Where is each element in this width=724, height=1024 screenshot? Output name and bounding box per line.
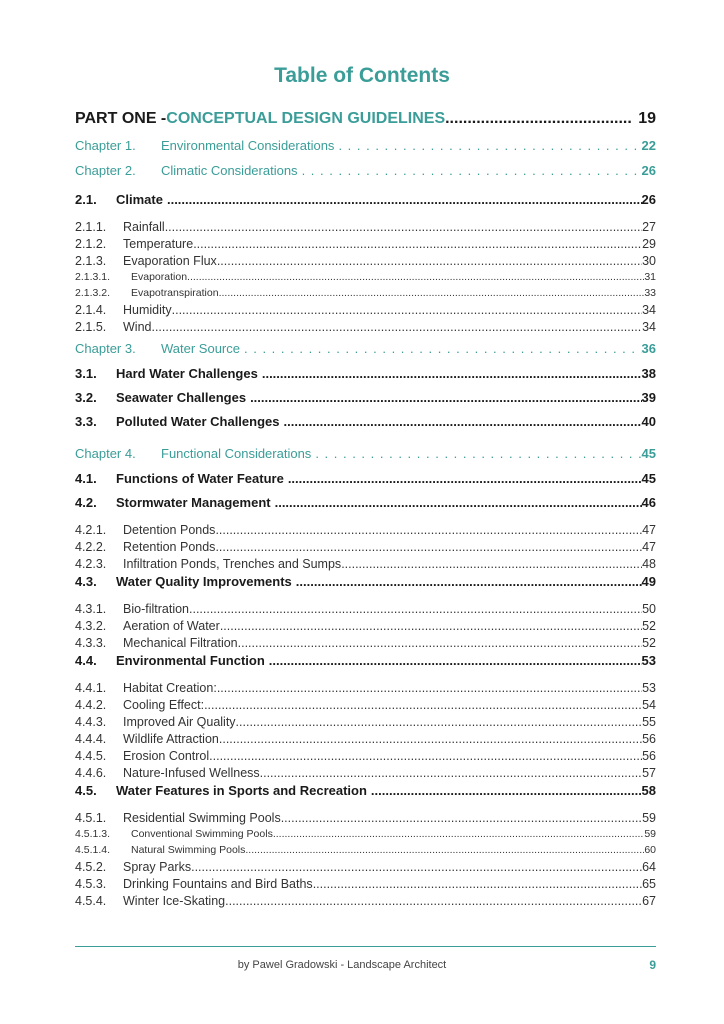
leader-dots	[215, 540, 642, 554]
page-number: 45	[641, 471, 656, 486]
page-number: 53	[642, 681, 656, 695]
page-number: 64	[642, 860, 656, 874]
entry-title: Functional Considerations	[161, 446, 312, 461]
leader-dots	[258, 366, 642, 381]
entry-number: 2.1.3.	[75, 254, 107, 268]
leader-dots	[311, 446, 641, 461]
entry-title: Residential Swimming Pools	[123, 811, 281, 825]
page-number: 22	[641, 138, 656, 153]
entry-number: 3.3.	[75, 414, 97, 429]
leader-dots	[172, 303, 642, 317]
leader-dots	[445, 110, 632, 128]
page-number: 57	[642, 766, 656, 780]
leader-dots	[217, 681, 642, 695]
entry-number: 4.3.	[75, 574, 97, 589]
footer-page-number: 9	[649, 958, 656, 972]
page-number: 39	[641, 390, 656, 405]
page-number: 26	[641, 163, 656, 178]
leader-dots	[240, 341, 642, 356]
entry-title: Erosion Control	[123, 749, 210, 763]
page-number: 26	[641, 192, 656, 207]
leader-dots	[367, 783, 642, 798]
page-number: 33	[644, 287, 656, 299]
leader-dots	[215, 523, 642, 537]
toc-sub-entry[interactable]	[75, 557, 656, 574]
toc-sub-entry[interactable]	[75, 749, 656, 766]
entry-title: Habitat Creation:	[123, 681, 217, 695]
page-number: 54	[642, 698, 656, 712]
leader-dots	[313, 877, 642, 891]
leader-dots	[189, 602, 642, 616]
toc-sub-entry[interactable]	[75, 619, 656, 636]
page-number: 59	[644, 828, 656, 840]
leader-dots	[225, 894, 642, 908]
entry-title: Water Source	[161, 341, 240, 356]
entry-title: Functions of Water Feature	[116, 471, 284, 486]
toc-subsub-entry[interactable]	[75, 287, 656, 303]
toc-chapter-entry[interactable]	[75, 446, 656, 471]
footer-credit: by Pawel Gradowski - Landscape Architect	[237, 959, 447, 971]
leader-dots	[204, 698, 642, 712]
page-number: 48	[642, 557, 656, 571]
toc-section-entry[interactable]	[75, 390, 656, 414]
entry-title: Rainfall	[123, 220, 165, 234]
entry-title: Natural Swimming Pools	[131, 844, 246, 856]
entry-title: Evaporation	[131, 271, 188, 283]
entry-number: 2.1.4.	[75, 303, 107, 317]
entry-title: Evapotranspiration	[131, 287, 219, 299]
entry-number: 4.5.3.	[75, 877, 107, 891]
page-number: 60	[644, 844, 656, 856]
entry-number: Chapter 1.	[75, 138, 136, 153]
leader-dots	[280, 414, 642, 429]
page-number: 19	[638, 110, 656, 127]
toc-section-entry[interactable]	[75, 574, 656, 598]
entry-title: Climatic Considerations	[161, 163, 298, 178]
entry-title: Detention Ponds	[123, 523, 216, 537]
toc-subsub-entry[interactable]	[75, 271, 656, 287]
entry-title: Climate	[116, 192, 163, 207]
entry-number: 4.4.2.	[75, 698, 107, 712]
toc-sub-entry[interactable]	[75, 681, 656, 698]
page-number: 53	[641, 653, 656, 668]
entry-number: 4.4.3.	[75, 715, 107, 729]
toc-sub-entry[interactable]	[75, 320, 656, 337]
entry-title: Stormwater Management	[116, 495, 271, 510]
page-number: 49	[641, 574, 656, 589]
entry-title: Cooling Effect:	[123, 698, 205, 712]
page-number: 29	[642, 237, 656, 251]
page-number: 56	[642, 732, 656, 746]
footer-divider	[75, 946, 656, 947]
page-number: 58	[641, 783, 656, 798]
entry-title: Infiltration Ponds, Trenches and Sumps	[123, 557, 342, 571]
leader-dots	[217, 254, 642, 268]
entry-number: Chapter 4.	[75, 446, 136, 461]
leader-dots	[238, 636, 642, 650]
toc-sub-entry[interactable]	[75, 766, 656, 783]
entry-title: Retention Ponds	[123, 540, 216, 554]
entry-number: 4.2.2.	[75, 540, 107, 554]
toc-subsub-entry[interactable]	[75, 844, 656, 860]
page-number: 30	[642, 254, 656, 268]
entry-number: 4.1.	[75, 471, 97, 486]
entry-title: Environmental Considerations	[161, 138, 335, 153]
toc-sub-entry[interactable]	[75, 715, 656, 732]
entry-number: 2.1.5.	[75, 320, 107, 334]
toc-section-entry[interactable]	[75, 471, 656, 495]
toc-sub-entry[interactable]	[75, 602, 656, 619]
entry-title: Nature-Infused Wellness	[123, 766, 260, 780]
toc-chapter-entry[interactable]	[75, 341, 656, 366]
page-number: 46	[641, 495, 656, 510]
entry-title: Temperature	[123, 237, 194, 251]
page-number: 38	[641, 366, 656, 381]
entry-number: 4.4.5.	[75, 749, 107, 763]
entry-title: Conventional Swimming Pools	[131, 828, 273, 840]
entry-title: Mechanical Filtration	[123, 636, 238, 650]
leader-dots	[163, 192, 642, 207]
entry-title: Hard Water Challenges	[116, 366, 258, 381]
entry-number: 4.5.2.	[75, 860, 107, 874]
entry-title: Spray Parks	[123, 860, 192, 874]
entry-number: 4.5.1.3.	[75, 828, 111, 840]
toc-subsub-entry[interactable]	[75, 828, 656, 844]
leader-dots	[236, 715, 643, 729]
entry-number: 4.4.1.	[75, 681, 107, 695]
entry-number: 4.3.1.	[75, 602, 107, 616]
toc-section-entry[interactable]	[75, 653, 656, 677]
leader-dots	[220, 619, 642, 633]
leader-dots	[191, 860, 642, 874]
entry-number: 2.1.2.	[75, 237, 107, 251]
page-number: 52	[642, 619, 656, 633]
entry-title: Water Quality Improvements	[116, 574, 292, 589]
toc-sub-entry[interactable]	[75, 237, 656, 254]
page-number: 65	[642, 877, 656, 891]
leader-dots	[292, 574, 642, 589]
toc-sub-entry[interactable]	[75, 636, 656, 653]
entry-number: 2.1.1.	[75, 220, 107, 234]
toc-sub-entry[interactable]	[75, 732, 656, 749]
toc-sub-entry[interactable]	[75, 698, 656, 715]
leader-dots	[219, 732, 642, 746]
page-number: 67	[642, 894, 656, 908]
entry-number: 3.1.	[75, 366, 97, 381]
leader-dots	[245, 844, 644, 856]
toc-sub-entry[interactable]	[75, 523, 656, 540]
page-number: 47	[642, 540, 656, 554]
leader-dots	[151, 320, 642, 334]
entry-number: 4.2.	[75, 495, 97, 510]
entry-number: 4.5.4.	[75, 894, 107, 908]
leader-dots	[334, 138, 641, 153]
page-number: 56	[642, 749, 656, 763]
entry-title: Bio-filtration	[123, 602, 189, 616]
entry-number: 2.1.3.2.	[75, 287, 111, 299]
page-number: 34	[642, 303, 656, 317]
entry-title: Seawater Challenges	[116, 390, 247, 405]
leader-dots	[260, 766, 642, 780]
part-prefix: PART ONE -	[75, 110, 167, 127]
toc-sub-entry[interactable]	[75, 877, 656, 894]
entry-number: 2.1.3.1.	[75, 271, 111, 283]
entry-number: 4.2.1.	[75, 523, 107, 537]
toc-sub-entry[interactable]	[75, 860, 656, 877]
leader-dots	[219, 287, 645, 299]
toc-chapter-entry[interactable]	[75, 163, 656, 188]
page-number: 36	[641, 341, 656, 356]
entry-number: 4.2.3.	[75, 557, 107, 571]
page-number: 50	[642, 602, 656, 616]
toc-section-entry[interactable]	[75, 366, 656, 390]
toc-sub-entry[interactable]	[75, 303, 656, 320]
toc-section-entry[interactable]	[75, 414, 656, 438]
toc-chapter-entry[interactable]	[75, 138, 656, 163]
entry-number: 4.3.2.	[75, 619, 107, 633]
page-number: 31	[644, 271, 656, 283]
entry-title: Aeration of Water	[123, 619, 220, 633]
entry-number: Chapter 3.	[75, 341, 136, 356]
toc-sub-entry[interactable]	[75, 540, 656, 557]
entry-number: 4.4.4.	[75, 732, 107, 746]
entry-title: Humidity	[123, 303, 172, 317]
page-number: 34	[642, 320, 656, 334]
toc-section-entry[interactable]	[75, 192, 656, 216]
page-title: Table of Contents	[274, 64, 450, 87]
leader-dots	[165, 220, 642, 234]
page-number: 55	[642, 715, 656, 729]
entry-number: 3.2.	[75, 390, 97, 405]
page-number: 45	[641, 446, 656, 461]
page-number: 59	[642, 811, 656, 825]
leader-dots	[298, 163, 642, 178]
entry-title: Evaporation Flux	[123, 254, 217, 268]
entry-title: Wildlife Attraction	[123, 732, 219, 746]
leader-dots	[341, 557, 642, 571]
leader-dots	[193, 237, 642, 251]
toc-sub-entry[interactable]	[75, 254, 656, 271]
entry-title: Polluted Water Challenges	[116, 414, 280, 429]
entry-title: Drinking Fountains and Bird Baths	[123, 877, 313, 891]
entry-number: 2.1.	[75, 192, 97, 207]
leader-dots	[281, 811, 642, 825]
leader-dots	[284, 471, 642, 486]
page-number: 47	[642, 523, 656, 537]
toc-section-entry[interactable]	[75, 495, 656, 519]
leader-dots	[209, 749, 642, 763]
leader-dots	[246, 390, 641, 405]
entry-number: 4.4.6.	[75, 766, 107, 780]
entry-number: 4.3.3.	[75, 636, 107, 650]
entry-title: Winter Ice-Skating	[123, 894, 226, 908]
toc-sub-entry[interactable]	[75, 220, 656, 237]
entry-title: Environmental Function	[116, 653, 265, 668]
table-of-contents	[75, 110, 656, 911]
entry-number: 4.5.	[75, 783, 97, 798]
entry-title: Wind	[123, 320, 152, 334]
entry-number: Chapter 2.	[75, 163, 136, 178]
leader-dots	[271, 495, 642, 510]
toc-sub-entry[interactable]	[75, 811, 656, 828]
leader-dots	[273, 828, 644, 840]
leader-dots	[187, 271, 644, 283]
toc-part-entry[interactable]	[75, 110, 656, 138]
entry-number: 4.5.1.	[75, 811, 107, 825]
entry-number: 4.4.	[75, 653, 97, 668]
leader-dots	[265, 653, 642, 668]
toc-section-entry[interactable]	[75, 783, 656, 807]
part-title: CONCEPTUAL DESIGN GUIDELINES	[166, 110, 446, 127]
page-number: 52	[642, 636, 656, 650]
entry-title: Improved Air Quality	[123, 715, 236, 729]
page-number: 40	[641, 414, 656, 429]
toc-sub-entry[interactable]	[75, 894, 656, 911]
entry-title: Water Features in Sports and Recreation	[116, 783, 367, 798]
page-number: 27	[642, 220, 656, 234]
entry-number: 4.5.1.4.	[75, 844, 111, 856]
